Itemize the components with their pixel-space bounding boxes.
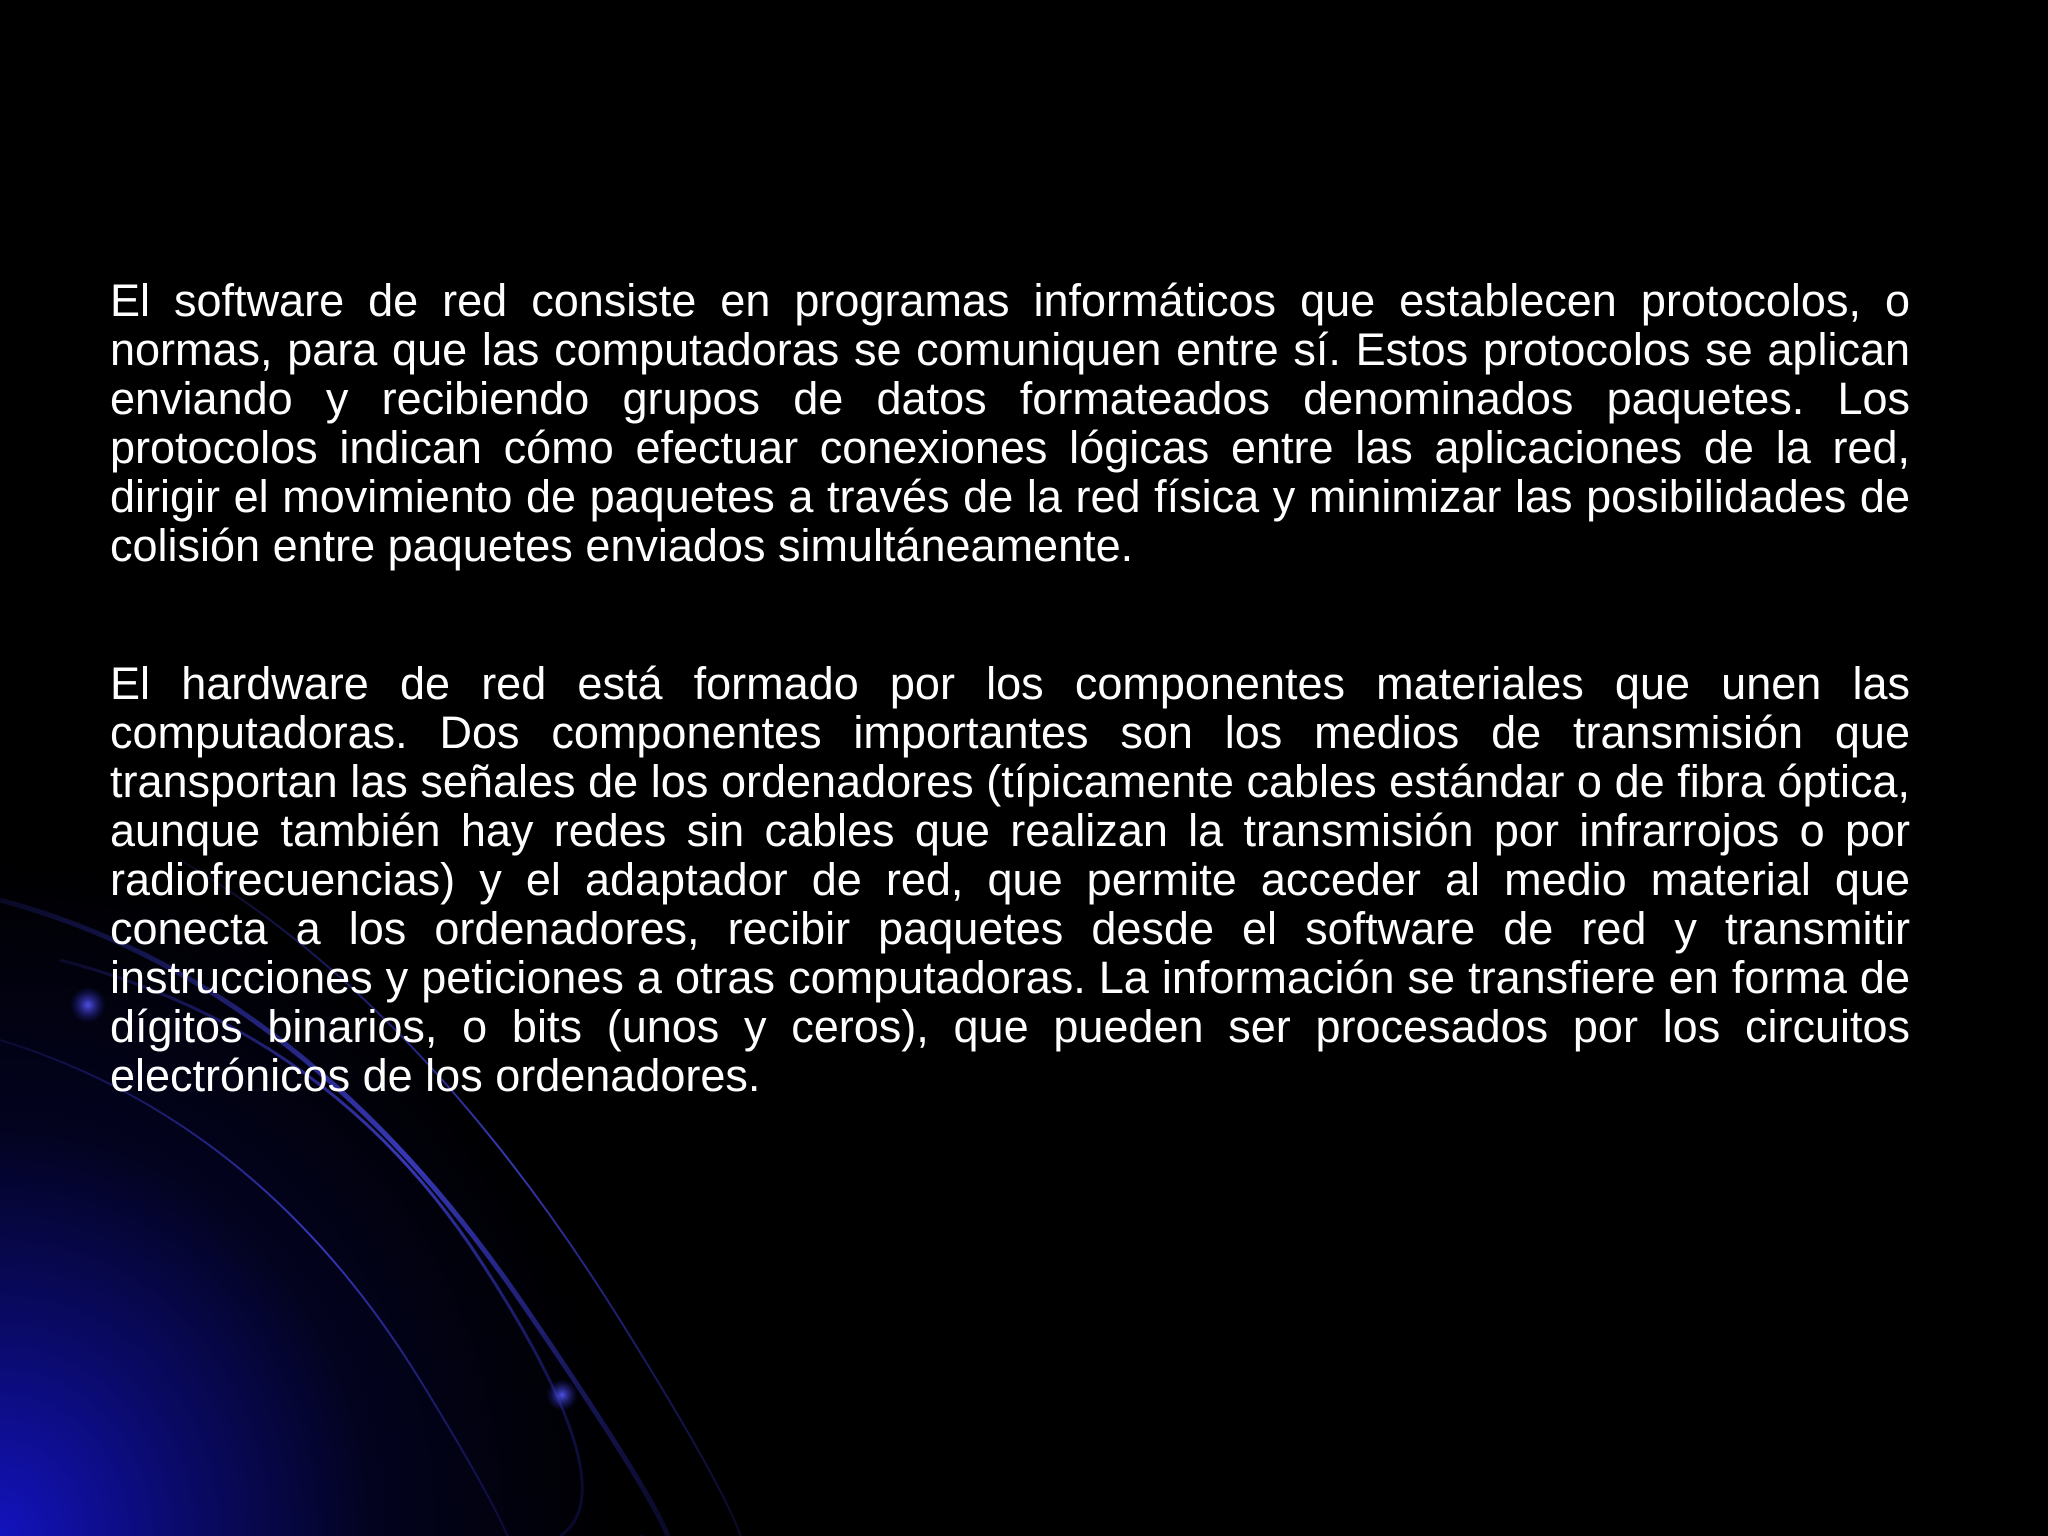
paragraph-hardware-de-red: El hardware de red está formado por los componentes materiales que unen las computadoras. Dos componentes importantes son los medios de transmisión que transportan las señales de los ordenadores (típicamente cables estándar o de fibra óptica, aunque también hay redes sin cables que realizan la transmisión por infrarrojos o por radiofrecuencias) y el adaptador de red, que permite acceder al medio material que conecta a los ordenadores, recibir paquetes desde el software de red y transmitir instrucciones y peticiones a otras computadoras. La información se transfiere en forma de dígitos binarios, o bits (unos y ceros), que pueden ser procesados por los circuitos electrónicos de los ordenadores. [110,658,1910,1101]
paragraph-software-de-red: El software de red consiste en programas informáticos que establecen protocolos, o normas, para que las computadoras se comuniquen entre sí. Estos protocolos se aplican enviando y recibiendo grupos de datos formateados denominados paquetes. Los protocolos indican cómo efectuar conexiones lógicas entre las aplicaciones de la red, dirigir el movimiento de paquetes a través de la red física y minimizar las posibilidades de colisión entre paquetes enviados simultáneamente. [110,275,1910,571]
slide-body [110,276,1910,1100]
swirl-glow-dot-1 [70,987,106,1023]
swirl-glow-dot-2 [546,1379,578,1411]
swirl-arc-4 [0,1040,515,1536]
